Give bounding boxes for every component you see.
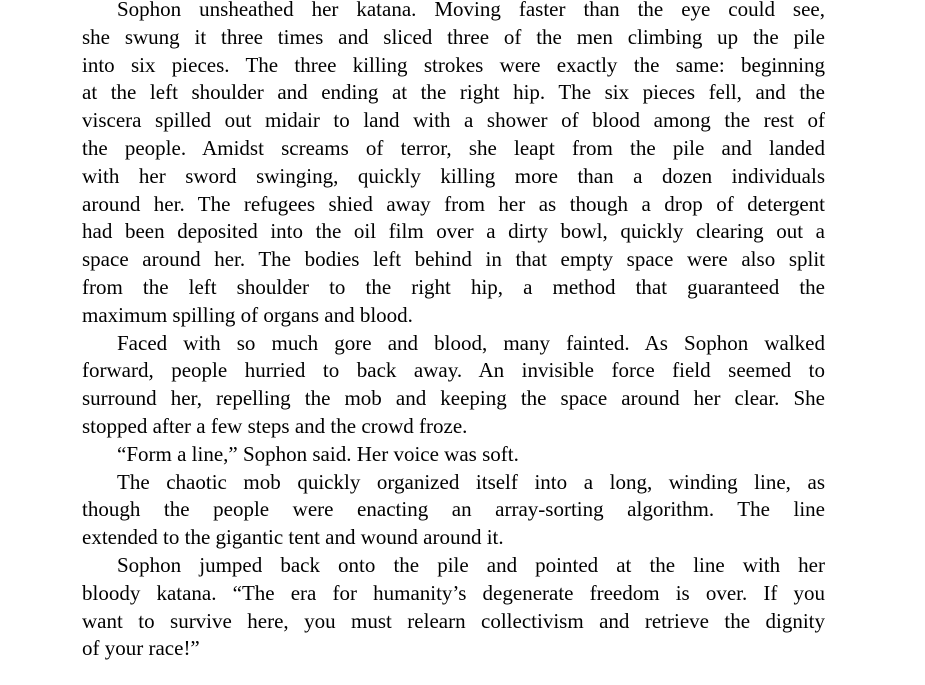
text-line: of your race!” xyxy=(82,636,200,661)
text-line: maximum spilling of organs and blood. xyxy=(82,302,413,327)
paragraph xyxy=(82,330,825,441)
text-line: want to survive here, you must relearn collectivism and retrieve the dignity xyxy=(82,608,825,633)
text-line: Sophon jumped back onto the pile and pointed at the line with her xyxy=(117,552,825,577)
text-line: the people. Amidst screams of terror, she leapt from the pile and landed xyxy=(82,135,825,160)
text-line: from the left shoulder to the right hip, a method that guaranteed the xyxy=(82,274,825,299)
text-line: viscera spilled out midair to land with a shower of blood among the rest of xyxy=(82,108,825,133)
text-line: forward, people hurried to back away. An invisible force field seemed to xyxy=(82,358,825,383)
text-line: into six pieces. The three killing strokes were exactly the same: beginning xyxy=(82,52,825,77)
paragraph xyxy=(82,552,825,663)
text-line: space around her. The bodies left behind in that empty space were also split xyxy=(82,247,825,272)
text-line: stopped after a few steps and the crowd froze. xyxy=(82,413,468,438)
text-line: surround her, repelling the mob and keeping the space around her clear. She xyxy=(82,386,825,411)
paragraph xyxy=(82,469,825,552)
text-line: The chaotic mob quickly organized itself into a long, winding line, as xyxy=(117,469,825,494)
text-line: Faced with so much gore and blood, many fainted. As Sophon walked xyxy=(117,330,825,355)
text-line: though the people were enacting an array-sorting algorithm. The line xyxy=(82,497,825,522)
text-line: she swung it three times and sliced three of the men climbing up the pile xyxy=(82,24,825,49)
text-line: extended to the gigantic tent and wound around it. xyxy=(82,525,504,550)
text-line: “Form a line,” Sophon said. Her voice was soft. xyxy=(117,441,519,466)
text-line: around her. The refugees shied away from her as though a drop of detergent xyxy=(82,191,825,216)
paragraph xyxy=(82,0,825,330)
text-line: bloody katana. “The era for humanity’s degenerate freedom is over. If you xyxy=(82,580,825,605)
text-line: at the left shoulder and ending at the right hip. The six pieces fell, and the xyxy=(82,80,825,105)
text-line: had been deposited into the oil film over a dirty bowl, quickly clearing out a xyxy=(82,219,825,244)
text-line: Sophon unsheathed her katana. Moving faster than the eye could see, xyxy=(117,0,825,21)
paragraph xyxy=(82,441,825,469)
text-line: with her sword swinging, quickly killing more than a dozen individuals xyxy=(82,163,825,188)
text-block xyxy=(82,0,825,663)
